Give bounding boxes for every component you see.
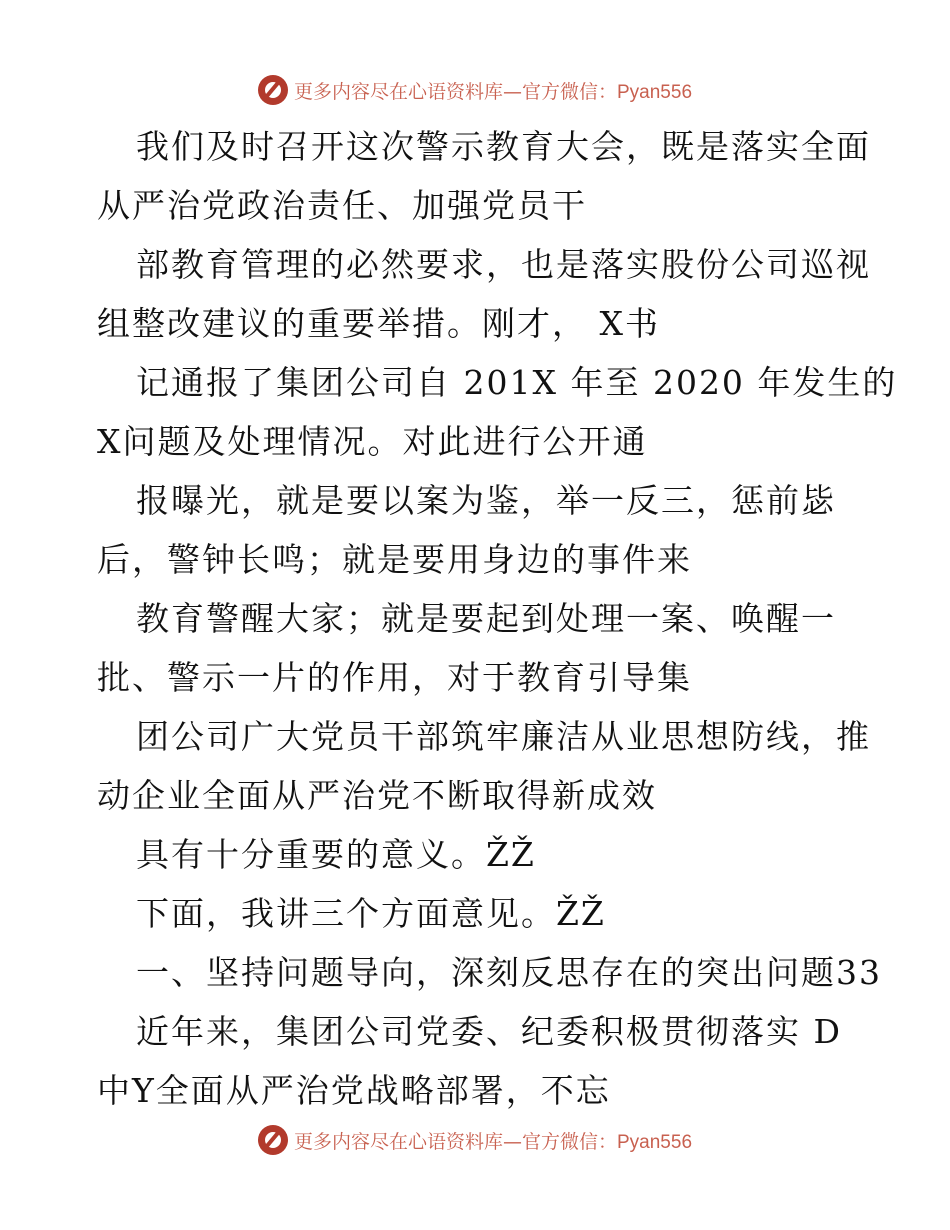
text-line: 记通报了集团公司自 201X 年至 2020 年发生的 xyxy=(136,363,898,402)
text-line: 团公司广大党员干部筑牢廉洁从业思想防线，推 xyxy=(136,717,871,756)
text-line: X问题及处理情况。对此进行公开通 xyxy=(97,422,648,461)
wechat-id: Pyan556 xyxy=(617,1131,693,1153)
text-line: 部教育管理的必然要求，也是落实股份公司巡视 xyxy=(136,245,871,284)
text-line: 我们及时召开这次警示教育大会，既是落实全面 xyxy=(136,127,871,166)
watermark-banner-bottom xyxy=(0,1122,950,1158)
text-line: 具有十分重要的意义。ŽŽ xyxy=(136,835,536,874)
text-line: 组整改建议的重要举措。刚才， X书 xyxy=(97,304,660,343)
text-line: 报曝光，就是要以案为鉴，举一反三，惩前毖 xyxy=(136,481,836,520)
text-line: 批、警示一片的作用，对于教育引导集 xyxy=(97,658,692,697)
text-line: 教育警醒大家；就是要起到处理一案、唤醒一 xyxy=(136,599,836,638)
text-line: 下面，我讲三个方面意见。ŽŽ xyxy=(136,894,606,933)
watermark-text: 更多内容尽在心语资料库—官方微信：Pyan556 xyxy=(293,1130,693,1153)
section-heading: 一、坚持问题导向，深刻反思存在的突出问题33 xyxy=(136,953,882,992)
text-line: 近年来，集团公司党委、纪委积极贯彻落实 D xyxy=(136,1012,842,1051)
text-line: 后，警钟长鸣；就是要用身边的事件来 xyxy=(97,540,692,579)
watermark-text: 更多内容尽在心语资料库—官方微信：Pyan556 xyxy=(293,80,693,103)
text-line: 动企业全面从严治党不断取得新成效 xyxy=(97,776,657,815)
wechat-id: Pyan556 xyxy=(617,81,693,103)
text-line: 中Y全面从严治党战略部署，不忘 xyxy=(97,1071,611,1110)
text-line: 从严治党政治责任、加强党员干 xyxy=(97,186,587,225)
seal-logo-icon xyxy=(258,1125,288,1155)
